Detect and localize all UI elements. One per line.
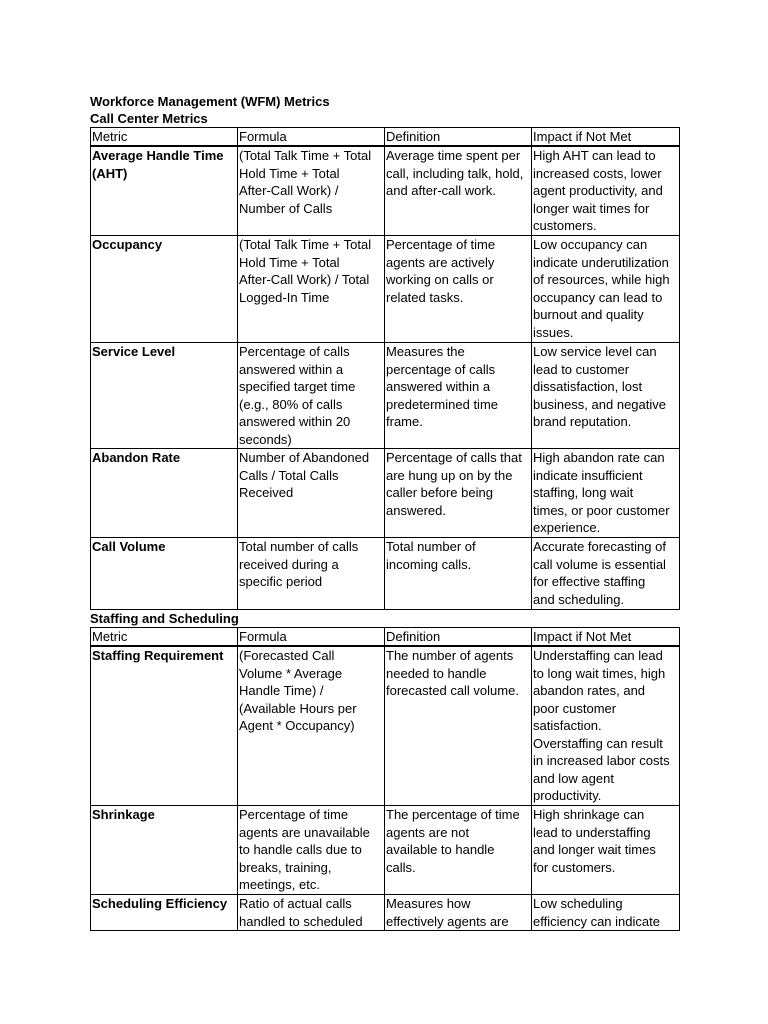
formula-text-line: Handle Time) / (239, 683, 324, 698)
metric-text-line: Scheduling Efficiency (92, 896, 228, 911)
table-row (91, 646, 680, 806)
metric-cell (91, 895, 238, 931)
impact-text-line: poor customer (533, 700, 617, 716)
formula-cell (238, 146, 385, 236)
formula-text-line: seconds) (239, 431, 292, 447)
definition-text-line: caller before being (386, 485, 493, 500)
impact-text-line: experience. (533, 520, 601, 535)
impact-text-line: staffing, long wait (533, 485, 634, 500)
definition-text-line: frame. (386, 414, 423, 429)
definition-text-line: agents are actively (386, 254, 495, 270)
impact-cell (532, 538, 680, 610)
metric-text-line: Occupancy (92, 237, 163, 252)
staffing-and-scheduling-table (90, 627, 680, 931)
impact-text-line: occupancy can lead to (533, 289, 663, 305)
impact-text-line: of resources, while high (533, 272, 670, 287)
impact-text-line: indicate underutilization (533, 254, 669, 270)
impact-text-line: Overstaffing can result (533, 735, 663, 751)
impact-text-line: for customers. (533, 859, 616, 875)
formula-cell (238, 646, 385, 806)
table-row (91, 343, 680, 449)
formula-text-line: received during a (239, 556, 339, 572)
formula-text-line: Hold Time + Total (239, 165, 340, 181)
definition-text-line: predetermined time (386, 396, 498, 412)
formula-text-line: specified target time (239, 379, 356, 394)
definition-cell (385, 449, 532, 538)
definition-text-line: effectively agents are (386, 913, 509, 929)
formula-text-line: Percentage of time (239, 807, 349, 822)
document-page (90, 93, 680, 931)
metric-cell (91, 343, 238, 449)
definition-cell (385, 895, 532, 931)
column-header: Impact if Not Met (532, 128, 680, 147)
impact-text-line: Accurate forecasting of (533, 539, 666, 554)
definition-cell (385, 646, 532, 806)
formula-cell (238, 806, 385, 895)
metric-text-line: Staffing Requirement (92, 648, 224, 663)
formula-text-line: (Available Hours per (239, 700, 357, 716)
impact-text-line: Low occupancy can (533, 237, 648, 252)
formula-text-line: (Total Talk Time + Total (239, 237, 372, 252)
definition-text-line: percentage of calls (386, 361, 496, 377)
impact-cell (532, 449, 680, 538)
impact-cell (532, 646, 680, 806)
formula-text-line: agents are unavailable (239, 824, 370, 840)
formula-text-line: handled to scheduled (239, 913, 363, 929)
column-header: Metric (91, 128, 238, 147)
section-title-staffing-and-scheduling: Staffing and Scheduling (90, 611, 239, 626)
impact-text-line: abandon rates, and (533, 683, 646, 698)
formula-text-line: answered within 20 (239, 414, 351, 429)
definition-text-line: available to handle (386, 842, 495, 857)
definition-cell (385, 146, 532, 236)
formula-cell (238, 538, 385, 610)
column-header: Definition (385, 628, 532, 647)
definition-text-line: incoming calls. (386, 556, 472, 572)
impact-text-line: satisfaction. (533, 718, 602, 733)
formula-cell (238, 449, 385, 538)
impact-text-line: indicate insufficient (533, 467, 643, 483)
impact-text-line: for effective staffing (533, 574, 646, 589)
metric-text-line: Average Handle Time (92, 148, 224, 163)
impact-text-line: High shrinkage can (533, 807, 645, 822)
impact-text-line: increased costs, lower (533, 165, 662, 181)
impact-text-line: Low service level can (533, 344, 657, 359)
table-header-row (91, 628, 680, 647)
impact-text-line: to long wait times, high (533, 665, 666, 681)
impact-text-line: Understaffing can lead (533, 648, 663, 663)
metric-text-line: Service Level (92, 344, 176, 359)
table-row (91, 895, 680, 931)
formula-text-line: After-Call Work) / Total (239, 272, 370, 287)
formula-text-line: Ratio of actual calls (239, 896, 352, 911)
table-row (91, 806, 680, 895)
impact-text-line: dissatisfaction, lost (533, 379, 643, 394)
metric-text-line: (AHT) (92, 165, 128, 181)
column-header: Impact if Not Met (532, 628, 680, 647)
definition-text-line: needed to handle (386, 665, 487, 681)
definition-text-line: calls. (386, 859, 416, 875)
definition-text-line: Measures the (386, 344, 465, 359)
metric-cell (91, 449, 238, 538)
formula-text-line: (Forecasted Call (239, 648, 335, 663)
metric-cell (91, 806, 238, 895)
section-title-call-center-metrics: Call Center Metrics (90, 111, 208, 126)
formula-text-line: Hold Time + Total (239, 254, 340, 270)
definition-text-line: Percentage of calls that (386, 450, 522, 465)
formula-text-line: breaks, training, (239, 859, 332, 875)
table-row (91, 449, 680, 538)
definition-text-line: The number of agents (386, 648, 514, 663)
impact-cell (532, 895, 680, 931)
formula-text-line: answered within a (239, 361, 344, 377)
definition-cell (385, 236, 532, 343)
impact-text-line: and low agent (533, 770, 614, 786)
metric-text-line: Shrinkage (92, 807, 155, 822)
table-row (91, 236, 680, 343)
formula-cell (238, 343, 385, 449)
metric-text-line: Abandon Rate (92, 450, 181, 465)
metric-cell (91, 646, 238, 806)
impact-text-line: and longer wait times (533, 842, 656, 857)
impact-text-line: issues. (533, 324, 574, 340)
impact-text-line: Low scheduling (533, 896, 623, 911)
impact-cell (532, 146, 680, 236)
impact-text-line: brand reputation. (533, 414, 632, 429)
formula-cell (238, 895, 385, 931)
formula-text-line: Total number of calls (239, 539, 359, 554)
definition-cell (385, 806, 532, 895)
impact-text-line: lead to understaffing (533, 824, 651, 840)
formula-text-line: After-Call Work) / (239, 183, 339, 198)
impact-text-line: High abandon rate can (533, 450, 665, 465)
definition-cell (385, 343, 532, 449)
formula-text-line: Number of Calls (239, 200, 333, 216)
column-header: Definition (385, 128, 532, 147)
metric-cell (91, 146, 238, 236)
impact-text-line: and scheduling. (533, 591, 625, 607)
definition-text-line: answered within a (386, 379, 491, 394)
impact-text-line: burnout and quality (533, 307, 644, 322)
definition-text-line: call, including talk, hold, (386, 165, 524, 181)
formula-text-line: (e.g., 80% of calls (239, 396, 343, 412)
impact-cell (532, 236, 680, 343)
formula-cell (238, 236, 385, 343)
impact-text-line: agent productivity, and (533, 183, 663, 198)
call-center-metrics-table (90, 127, 680, 610)
definition-text-line: answered. (386, 502, 446, 518)
impact-cell (532, 343, 680, 449)
table-header-row (91, 128, 680, 147)
impact-text-line: business, and negative (533, 396, 666, 412)
impact-text-line: in increased labor costs (533, 753, 670, 768)
table-row (91, 146, 680, 236)
formula-text-line: to handle calls due to (239, 842, 362, 857)
impact-cell (532, 806, 680, 895)
metric-cell (91, 236, 238, 343)
metric-cell (91, 538, 238, 610)
formula-text-line: Received (239, 485, 294, 500)
definition-text-line: and after-call work. (386, 183, 496, 198)
column-header: Metric (91, 628, 238, 647)
impact-text-line: efficiency can indicate (533, 913, 660, 929)
definition-text-line: agents are not (386, 824, 470, 840)
column-header: Formula (238, 128, 385, 147)
definition-text-line: Average time spent per (386, 148, 521, 163)
impact-text-line: customers. (533, 218, 597, 233)
definition-text-line: Total number of (386, 539, 476, 554)
formula-text-line: Number of Abandoned (239, 450, 370, 465)
table-row (91, 538, 680, 610)
definition-cell (385, 538, 532, 610)
definition-text-line: Measures how (386, 896, 471, 911)
definition-text-line: The percentage of time (386, 807, 520, 822)
impact-text-line: call volume is essential (533, 556, 666, 572)
impact-text-line: lead to customer (533, 361, 630, 377)
formula-text-line: Agent * Occupancy) (239, 718, 355, 733)
impact-text-line: longer wait times for (533, 200, 650, 216)
document-title: Workforce Management (WFM) Metrics (90, 94, 330, 109)
formula-text-line: Calls / Total Calls (239, 467, 339, 483)
column-header: Formula (238, 628, 385, 647)
definition-text-line: are hung up on by the (386, 467, 513, 483)
definition-text-line: forecasted call volume. (386, 683, 519, 698)
formula-text-line: Percentage of calls (239, 344, 350, 359)
formula-text-line: Logged-In Time (239, 289, 330, 305)
definition-text-line: working on calls or (386, 272, 494, 287)
impact-text-line: times, or poor customer (533, 502, 670, 518)
metric-text-line: Call Volume (92, 539, 166, 554)
definition-text-line: Percentage of time (386, 237, 496, 252)
formula-text-line: (Total Talk Time + Total (239, 148, 372, 163)
impact-text-line: productivity. (533, 788, 602, 803)
formula-text-line: meetings, etc. (239, 877, 320, 892)
formula-text-line: specific period (239, 574, 323, 589)
formula-text-line: Volume * Average (239, 665, 343, 681)
impact-text-line: High AHT can lead to (533, 148, 656, 163)
definition-text-line: related tasks. (386, 289, 464, 305)
